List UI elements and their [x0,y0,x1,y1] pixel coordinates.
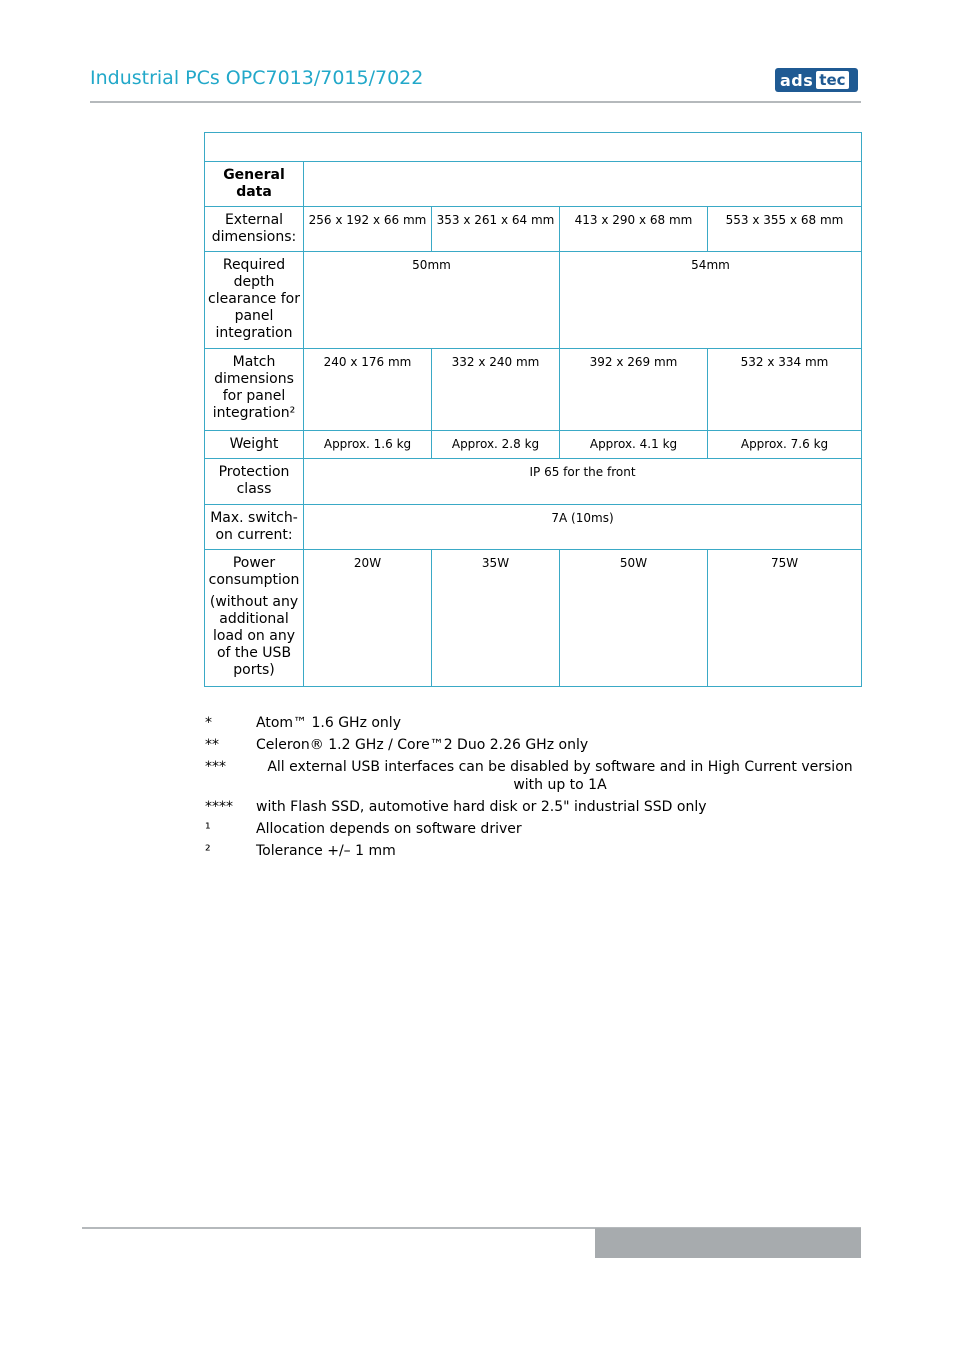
table-title-row [205,133,862,162]
table-cell: 50mm [304,252,560,349]
table-cell: 392 x 269 mm [560,349,708,431]
table-row [205,349,862,431]
table-cell: 240 x 176 mm [304,349,432,431]
table-cell: 256 x 192 x 66 mm [304,207,432,252]
footnote-mark: ** [205,737,219,753]
table-row [205,207,862,252]
row-label [205,550,304,687]
row-label: Protection class [205,459,304,505]
footnote-mark: **** [205,799,233,815]
row-label: Required depth clearance for panel integration [205,252,304,349]
table-cell: 553 x 355 x 68 mm [708,207,862,252]
table-cell: 353 x 261 x 64 mm [432,207,560,252]
footnote [205,758,865,794]
table-row [205,505,862,550]
table-cell: Approx. 4.1 kg [560,431,708,459]
footnote-text: with Flash SSD, automotive hard disk or 2.5" industrial SSD only [256,799,707,815]
row-label: Match dimensions for panel integration² [205,349,304,431]
table-cell: 332 x 240 mm [432,349,560,431]
row-label-note: (without any additional load on any of the USB ports) [209,594,299,678]
table-cell: 35W [432,550,560,687]
footnote-text: All external USB interfaces can be disabled by software and in High Current version with up to 1A [267,759,853,793]
footnote [205,714,865,732]
table-cell: Approx. 1.6 kg [304,431,432,459]
footnote [205,820,865,838]
footnote-text: Allocation depends on software driver [256,821,522,837]
logo-text-ads: ads [780,70,814,90]
table-cell: Approx. 7.6 kg [708,431,862,459]
row-label: External dimensions: [205,207,304,252]
footnote-mark: ¹ [205,821,211,837]
table-title-cell [205,133,862,162]
table-row [205,550,862,687]
table-row [205,162,862,207]
ads-tec-logo [775,68,858,92]
table-cell: 532 x 334 mm [708,349,862,431]
footer-bar [595,1228,861,1258]
footnote [205,736,865,754]
table-row [205,252,862,349]
footnote-text: Tolerance +/– 1 mm [256,843,396,859]
table-cell: 75W [708,550,862,687]
table-row [205,431,862,459]
header-divider [90,101,861,103]
table-cell: 50W [560,550,708,687]
table-cell: Approx. 2.8 kg [432,431,560,459]
table-cell: IP 65 for the front [304,459,862,505]
footnote-mark: *** [205,759,226,775]
table-cell: 54mm [560,252,862,349]
footnote-text: Atom™ 1.6 GHz only [256,715,401,731]
table-cell: 7A (10ms) [304,505,862,550]
logo-text-tec: tec [816,71,848,89]
table-cell: 20W [304,550,432,687]
footnotes [205,714,865,864]
table-row [205,459,862,505]
footnote [205,842,865,860]
footnote [205,798,865,816]
table-cell: 413 x 290 x 68 mm [560,207,708,252]
row-label: Weight [205,431,304,459]
footnote-mark: * [205,715,212,731]
row-label-main: Power consumption [208,555,300,588]
row-label: Max. switch-on current: [205,505,304,550]
page-title: Industrial PCs OPC7013/7015/7022 [90,67,424,89]
footnote-mark: ² [205,843,211,859]
section-label: General data [205,162,304,207]
spec-table [204,132,862,687]
footnote-text: Celeron® 1.2 GHz / Core™2 Duo 2.26 GHz only [256,737,589,753]
section-header-cell [304,162,862,207]
